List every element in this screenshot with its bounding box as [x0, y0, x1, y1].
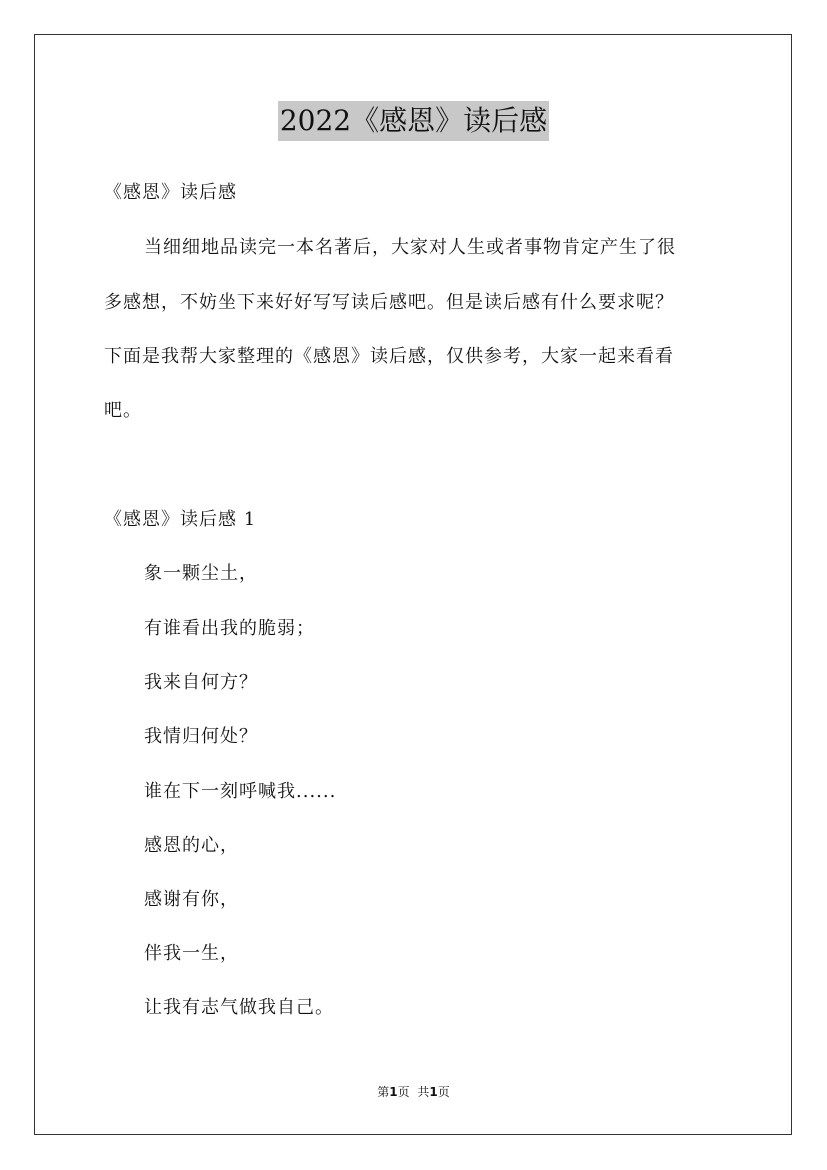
poem-line: 感谢有你， [144, 889, 239, 910]
footer-page-number: 1 [389, 1085, 398, 1099]
poem-line: 让我有志气做我自己。 [144, 997, 334, 1018]
page-footer [0, 1084, 827, 1100]
footer-page-suffix: 页 [397, 1085, 410, 1099]
footer-total-suffix: 页 [437, 1085, 450, 1099]
document-title: 2022《感恩》读后感 [278, 101, 549, 141]
footer-total-prefix: 共 [417, 1085, 430, 1099]
poem-line: 谁在下一刻呼喊我...... [144, 781, 337, 802]
poem-line: 我情归何处？ [144, 726, 258, 747]
intro-line: 当细细地品读完一本名著后，大家对人生或者事物肯定产生了很 [144, 237, 676, 258]
poem-line: 伴我一生， [144, 943, 239, 964]
title-container [0, 101, 827, 141]
intro-line: 下面是我帮大家整理的《感恩》读后感，仅供参考，大家一起来看看 [104, 346, 674, 367]
poem-line: 有谁看出我的脆弱； [144, 618, 315, 639]
intro-line: 多感想，不妨坐下来好好写写读后感吧。但是读后感有什么要求呢？ [104, 292, 674, 313]
intro-line: 吧。 [104, 400, 142, 421]
poem-line: 象一颗尘土， [144, 563, 258, 584]
poem-line: 我来自何方？ [144, 672, 258, 693]
section-heading: 《感恩》读后感 1 [104, 509, 257, 530]
document-subtitle: 《感恩》读后感 [104, 182, 237, 203]
footer-page-prefix: 第 [377, 1085, 390, 1099]
poem-line: 感恩的心， [144, 835, 239, 856]
footer-total-pages: 1 [429, 1085, 438, 1099]
